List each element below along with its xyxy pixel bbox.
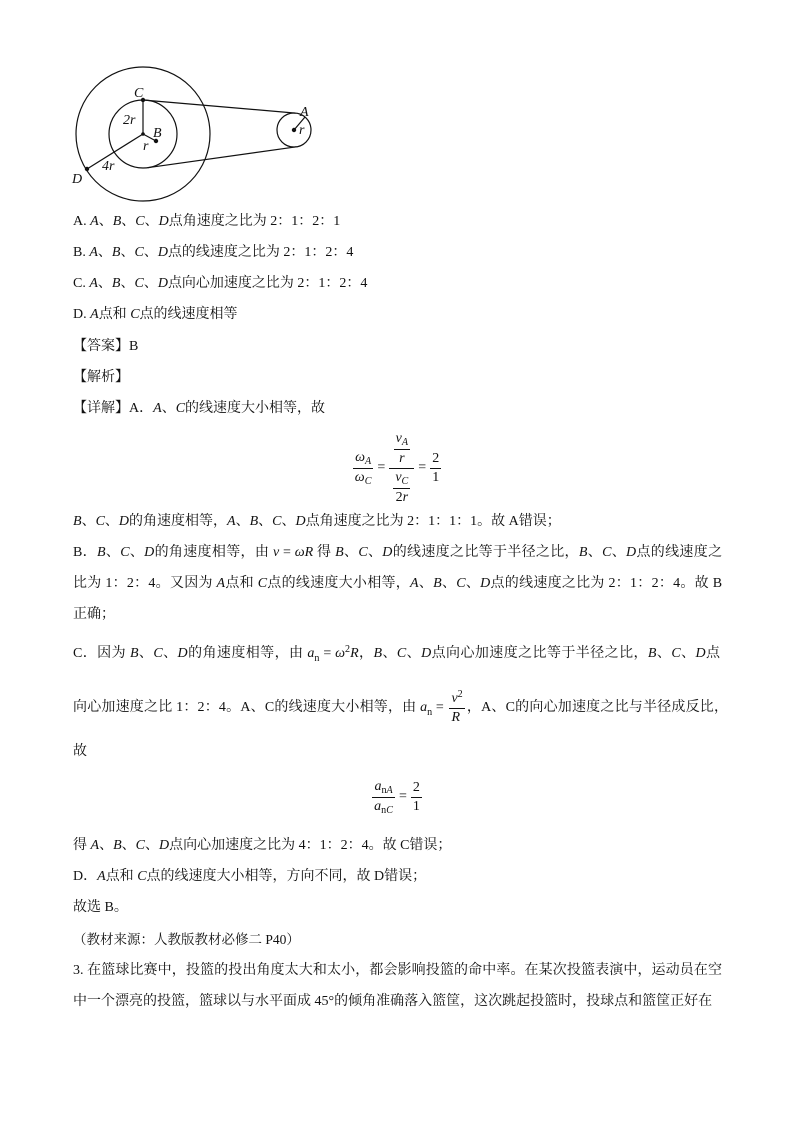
text-run: 、 [382, 646, 397, 661]
detail-c-line-2 [73, 690, 728, 726]
text-run: 、 [97, 245, 112, 260]
option-d [73, 305, 238, 325]
text-run: 、 [120, 245, 135, 260]
fraction-denominator [372, 798, 395, 817]
subscript: C [386, 805, 393, 817]
text-run: 1 [412, 798, 420, 814]
text-run: 、 [121, 214, 136, 229]
detail-a-conclusion [73, 512, 561, 532]
text-run: 点向心加速度之比为 2：1：2：4 [167, 276, 368, 291]
math-variable: r [402, 489, 409, 505]
text-run: 、 [406, 646, 422, 661]
math-variable: C [130, 307, 140, 322]
math-variable: R [451, 710, 461, 725]
math-variable: B [335, 545, 344, 560]
diagram-labels [71, 86, 309, 187]
text-run: 、 [121, 838, 136, 853]
superscript: 2 [345, 643, 351, 655]
belt-upper [143, 100, 296, 113]
label-r-small: r [299, 123, 305, 138]
label-4r: 4r [102, 159, 115, 174]
fraction-numerator [393, 469, 410, 489]
fraction-numerator [411, 779, 422, 798]
text-run: 、 [105, 545, 121, 560]
detail-c-conclusion [73, 836, 451, 856]
math-variable: v [451, 691, 458, 706]
subscript: A [364, 456, 372, 468]
analysis-heading [73, 368, 129, 388]
math-variable: D [421, 646, 432, 661]
text-run: 、 [129, 545, 145, 560]
text-run: 点 [705, 646, 721, 661]
math-variable: D [144, 545, 155, 560]
math-variable: A [410, 576, 419, 591]
text-run: C．因为 [73, 646, 130, 661]
math-variable: A [89, 276, 98, 291]
detail-c-line-3 [73, 742, 87, 762]
question-3-line-2 [73, 992, 712, 1012]
math-variable: B [111, 276, 121, 291]
fraction-denominator [411, 798, 422, 816]
text-run: = [319, 646, 336, 661]
label-2r: 2r [123, 113, 136, 128]
math-variable: A [227, 514, 236, 529]
text-run: 、 [144, 838, 159, 853]
math-variable: B [578, 545, 588, 560]
math-variable: A [89, 245, 98, 260]
text-run: 的线速度大小相等，故 [185, 401, 326, 416]
text-run: 、 [104, 514, 119, 529]
text-run: 2 [432, 450, 440, 466]
text-run: 点的线速度之 [636, 545, 723, 560]
text-run: = [377, 460, 386, 475]
subscript: C [401, 476, 409, 488]
text-run: 、 [99, 838, 114, 853]
math-variable: ω [354, 469, 365, 485]
math-variable: B [96, 545, 106, 560]
subscript: n [427, 706, 433, 718]
text-run: 、 [120, 276, 135, 291]
math-variable: B [73, 514, 82, 529]
math-variable: C [134, 245, 144, 260]
math-variable: B [112, 214, 122, 229]
option-b [73, 243, 353, 263]
text-run: 的线速度之比等于半径之比， [392, 545, 579, 560]
detail-d-line [73, 867, 426, 887]
math-variable: D [382, 545, 393, 560]
subscript: C [364, 476, 372, 488]
math-variable: C [602, 545, 612, 560]
text-run: = [418, 460, 427, 475]
text-run: ，A、C的向心加速度之比与半径成反比， [466, 700, 728, 716]
detail-b-line-3 [73, 605, 115, 625]
text-run: 、 [441, 576, 457, 591]
math-variable: A [153, 401, 162, 416]
text-run: 点向心加速度之比等于半径之比， [431, 646, 648, 661]
text-run: 、 [465, 576, 481, 591]
math-variable: D [295, 514, 306, 529]
answer-line [73, 337, 138, 357]
text-run: 点的线速度之比为 2：1：2：4。故 B [490, 576, 723, 591]
math-variable: v [395, 430, 402, 446]
math-variable: C [671, 646, 681, 661]
formula-acceleration-ratio [0, 778, 794, 816]
text-run: B. [73, 245, 90, 260]
text-run: 比为 1：2：4。又因为 [73, 576, 217, 591]
math-variable: C [175, 401, 186, 416]
label-c: C [134, 86, 144, 101]
text-run: 点的线速度大小相等， [267, 576, 411, 591]
text-run: 得 [73, 838, 91, 853]
option-c [73, 274, 367, 294]
text-run: 点向心加速度之比为 4：1：2：4。故 C错误； [169, 838, 452, 853]
diagram-points [85, 98, 296, 171]
label-b: B [153, 126, 162, 141]
math-variable: A [216, 576, 226, 591]
fraction-denominator [393, 489, 410, 507]
text-run: 正确； [73, 607, 115, 622]
text-run: = [279, 545, 295, 560]
text-run: 的角速度相等， [129, 514, 228, 529]
fraction [449, 690, 464, 726]
text-run: 、 [144, 214, 159, 229]
math-variable: A [90, 214, 99, 229]
math-variable: v [272, 545, 280, 560]
text-run: 点的线速度大小相等，方向不同，故 D错误； [146, 869, 427, 884]
math-variable: B [111, 245, 121, 260]
text-run: 1 [432, 469, 440, 485]
text-run: A. [73, 214, 91, 229]
text-run: 【解析】 [73, 370, 129, 385]
text-run: 故 [73, 744, 87, 759]
label-d: D [72, 172, 83, 187]
text-run: 3. 在篮球比赛中，投篮的投出角度太大和太小，都会影响投篮的命中率。在某次投篮表演中，运动员在空 [73, 963, 722, 978]
fraction-denominator [449, 709, 464, 726]
math-variable: r [399, 450, 405, 466]
math-variable: C [358, 545, 368, 560]
pulley-diagram [60, 60, 330, 206]
superscript: 2 [457, 688, 463, 700]
wheel-and-belt-lines [76, 67, 311, 201]
math-variable: a [307, 646, 315, 661]
text-run: = [432, 700, 448, 716]
text-run: 2 [395, 489, 403, 505]
detail-b-line-2 [73, 574, 722, 594]
detail-intro [73, 399, 325, 419]
text-run: 、 [98, 214, 113, 229]
fraction [353, 449, 374, 488]
text-run: 、 [258, 514, 273, 529]
text-run: 【答案】B [73, 339, 139, 354]
text-run: 、 [587, 545, 603, 560]
fraction-denominator [394, 450, 410, 468]
radius-to-d [87, 134, 143, 169]
fraction [389, 430, 414, 507]
fraction [372, 778, 395, 817]
text-run: D. [73, 307, 91, 322]
text-run: 的角速度相等，由 [187, 646, 308, 661]
math-variable: D [158, 838, 170, 853]
math-variable: C [456, 576, 466, 591]
fraction-denominator [353, 469, 374, 488]
text-run: 点和 [98, 307, 131, 322]
source-note [73, 930, 300, 950]
text-run: 、 [97, 276, 112, 291]
belt-lower [148, 147, 297, 168]
detail-c-line-1 [73, 644, 720, 665]
text-run: 、 [138, 646, 154, 661]
math-variable: D [157, 245, 168, 260]
detail-b-line-1 [73, 543, 722, 563]
math-variable: B [373, 646, 383, 661]
text-run: 、 [656, 646, 672, 661]
text-run: ， [358, 646, 374, 661]
subscript: n [381, 805, 387, 817]
point-d [85, 167, 89, 171]
text-run: 点的线速度之比为 2：1：2：4 [167, 245, 354, 260]
subscript: n [381, 785, 387, 797]
text-run: 、 [143, 245, 158, 260]
text-run: 中一个漂亮的投篮，篮球以与水平面成 45°的倾角准确落入篮筐，这次跳起投篮时，投球点和篮筐正好在 [73, 994, 713, 1009]
math-variable: D [157, 276, 168, 291]
math-variable: B [433, 576, 442, 591]
math-variable: D [118, 514, 130, 529]
math-variable: ωR [294, 545, 314, 560]
text-run: B． [73, 545, 97, 560]
fraction-numerator [430, 450, 441, 469]
math-variable: C [137, 869, 147, 884]
text-run: 、 [162, 646, 178, 661]
math-variable: D [480, 576, 491, 591]
math-variable: D [158, 214, 169, 229]
math-variable: C [153, 646, 163, 661]
math-variable: B [249, 514, 259, 529]
math-variable: C [272, 514, 282, 529]
text-run: 得 [313, 545, 336, 560]
option-a [73, 212, 340, 232]
text-run: （教材来源：人教版教材必修二 P40） [73, 932, 300, 947]
text-run: D． [73, 869, 98, 884]
fraction-numerator [389, 430, 414, 469]
final-choice [73, 898, 128, 918]
label-a: A [300, 105, 309, 120]
fraction-denominator [430, 469, 441, 487]
text-run: C. [73, 276, 90, 291]
math-variable: ω [355, 449, 365, 465]
math-variable: v [395, 469, 402, 485]
subscript: A [401, 437, 408, 449]
math-variable: a [420, 700, 428, 716]
math-variable: C [135, 838, 145, 853]
math-variable: B [113, 838, 122, 853]
text-run: 点角速度之比为 2：1：2：1 [168, 214, 341, 229]
text-run: 点的线速度相等 [139, 307, 238, 322]
math-variable: A [97, 869, 106, 884]
math-variable: D [626, 545, 637, 560]
text-run: 点和 [225, 576, 258, 591]
text-run: 、 [611, 545, 627, 560]
text-run: 、 [418, 576, 434, 591]
math-variable: C [120, 545, 130, 560]
wheel-center-point [141, 132, 145, 136]
text-run: 、 [81, 514, 96, 529]
math-variable: C [396, 646, 407, 661]
text-run: 、 [143, 276, 158, 291]
math-variable: D [177, 646, 188, 661]
text-run: 2 [412, 779, 420, 795]
math-variable: C [257, 576, 268, 591]
fraction-numerator [372, 778, 395, 798]
math-variable: D [695, 646, 706, 661]
math-variable: C [134, 276, 144, 291]
text-run: 点角速度之比为 2：1：1：1。故 A错误； [305, 514, 561, 529]
label-r-inner: r [143, 139, 149, 154]
math-variable: a [374, 778, 382, 794]
fraction [393, 469, 410, 507]
text-run: 、 [235, 514, 250, 529]
math-variable: C [135, 214, 145, 229]
text-run: 、 [281, 514, 296, 529]
fraction [394, 430, 410, 468]
fraction [430, 450, 441, 487]
fraction-numerator [353, 449, 374, 469]
math-variable: A [90, 838, 100, 853]
math-variable: C [95, 514, 105, 529]
text-run: 点和 [105, 869, 138, 884]
math-variable: ω [335, 646, 346, 661]
fraction [411, 779, 422, 816]
subscript: A [386, 785, 393, 797]
question-3-line-1 [73, 961, 722, 981]
math-variable: B [129, 646, 139, 661]
text-run: 故选 B。 [73, 900, 128, 915]
subscript: n [314, 652, 320, 664]
text-run: 、 [343, 545, 359, 560]
fraction-numerator [394, 430, 410, 450]
text-run: 、 [367, 545, 383, 560]
point-a [292, 128, 296, 132]
text-run: = [398, 789, 407, 804]
text-run: 【详解】A． [73, 401, 154, 416]
text-run: 、 [161, 401, 176, 416]
math-variable: B [647, 646, 657, 661]
math-variable: a [374, 798, 382, 814]
text-run: 、 [680, 646, 696, 661]
text-run: 的角速度相等，由 [154, 545, 273, 560]
math-variable: A [90, 307, 99, 322]
text-run: 向心加速度之比 1：2：4。A、C的线速度大小相等，由 [73, 700, 421, 716]
fraction-denominator [389, 469, 414, 507]
fraction-numerator [449, 690, 464, 709]
math-variable: R [350, 646, 359, 661]
formula-angular-velocity-ratio [0, 430, 794, 506]
